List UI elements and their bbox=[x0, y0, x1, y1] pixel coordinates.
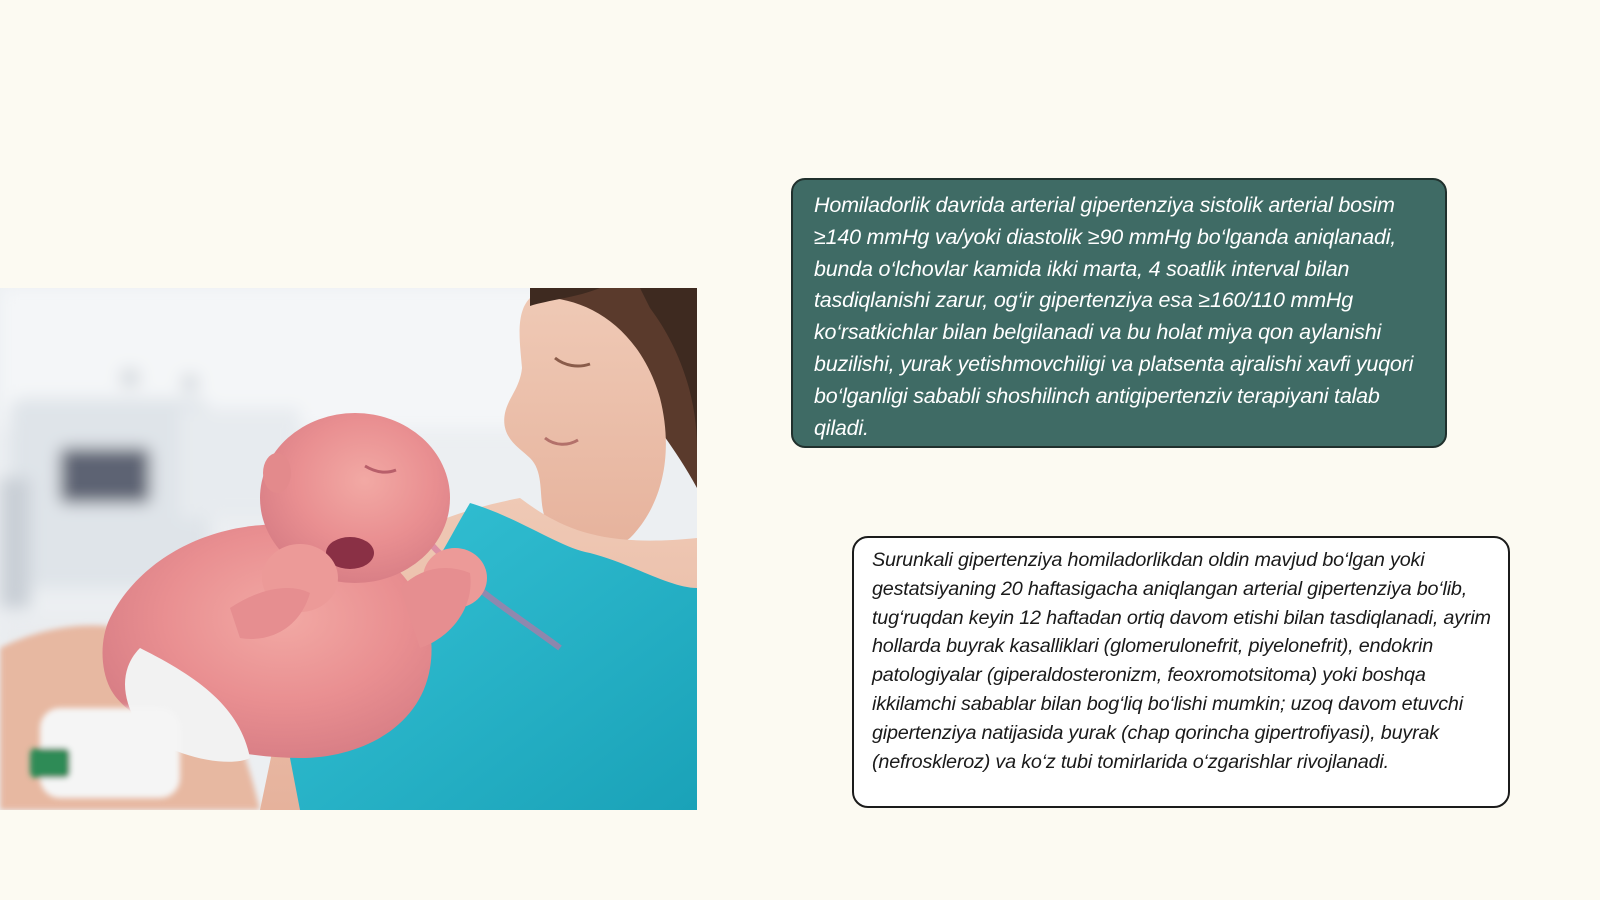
chronic-hypertension-text: Surunkali gipertenziya homiladorlikdan oldin mavjud bo‘lgan yoki gestatsiyaning 20 haftasigacha aniqlangan arterial gipertenziya bo‘lib, tug‘ruqdan keyin 12 haftadan ortiq davom etishi bilan tasdiqlanadi, ayrim hollarda buyrak kasalliklari (glomerulonefrit, piyelonefrit), endokrin patologiyalar (giperaldosteronizm, feoxromotsitoma) yoki boshqa ikkilamchi sabablar bilan bog‘liq bo‘lishi mumkin; uzoq davom etuvchi gipertenziya natijasida yurak (chap qorincha gipertrofiyasi), buyrak (nefroskleroz) va ko‘z tubi tomirlarida o‘zgarishlar rivojlanadi. bbox=[872, 549, 1491, 773]
hypertension-definition-card bbox=[791, 178, 1447, 448]
mother-newborn-photo bbox=[0, 288, 697, 810]
hypertension-definition-text: Homiladorlik davrida arterial gipertenziya sistolik arterial bosim ≥140 mmHg va/yoki diastolik ≥90 mmHg bo‘lganda aniqlanadi, bunda o‘lchovlar kamida ikki marta, 4 soatlik interval bilan tasdiqlanishi zarur, og‘ir gipertenziya esa ≥160/110 mmHg ko‘rsatkichlar bilan belgilanadi va bu holat miya qon aylanishi buzilishi, yurak yetishmovchiligi va platsenta ajralishi xavfi yuqori bo‘lganligi sababli shoshilinch antigipertenziv terapiyani talab qiladi. bbox=[814, 193, 1414, 440]
mother-holding-newborn-icon bbox=[0, 288, 697, 810]
chronic-hypertension-card bbox=[852, 536, 1510, 808]
